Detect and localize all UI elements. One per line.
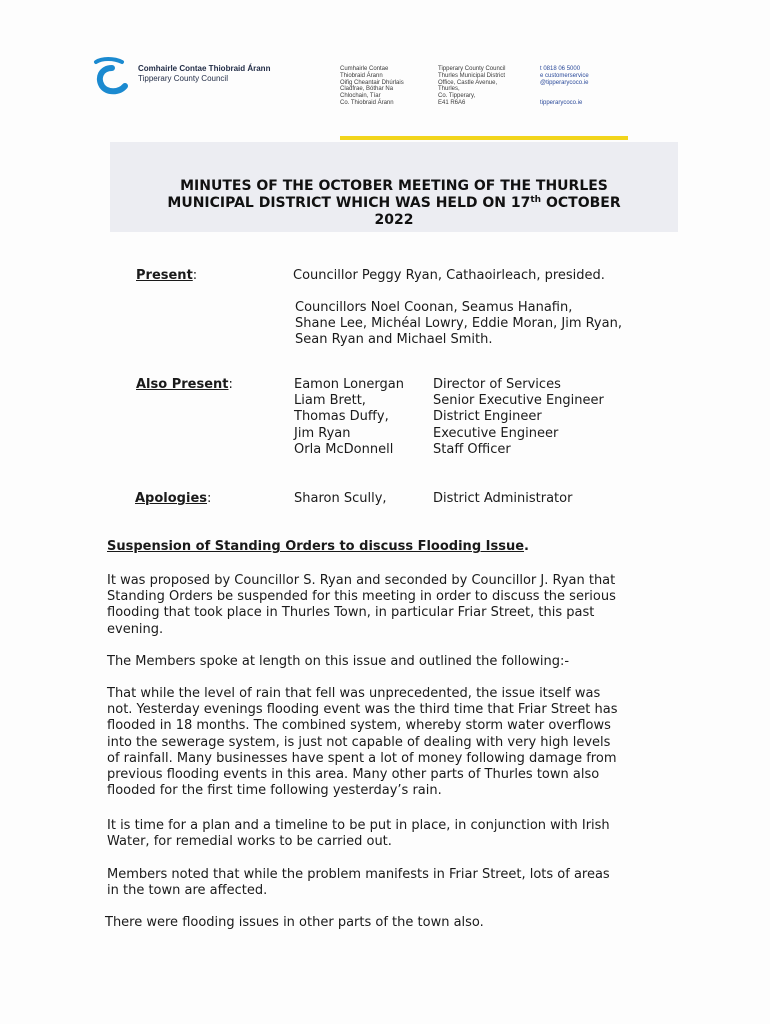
council-logo [92,56,132,96]
paragraph-other-parts: There were flooding issues in other parts of the town also. [105,915,484,930]
irish-address: Cumhairle Contae Thiobraid Árann Oifig Cheantair Dhúrlais Cladfrae, Bóthar Na Chlochain, Tíar Co. Thiobraid Árann [340,66,404,106]
english-address: Tipperary County Council Thurles Municipal District Office, Castle Avenue, Thurles, Co. Tipperary, E41 R6A6 [438,66,506,106]
present-members: Councillors Noel Coonan, Seamus Hanafin, Shane Lee, Michéal Lowry, Eddie Moran, Jim Ryan, Sean Ryan and Michael Smith. [295,300,622,348]
document-title [110,178,678,229]
paragraph-rainfall: That while the level of rain that fell was unprecedented, the issue itself was not. Yesterday evenings flooding event was the third time that Friar Street has flooded in 18 months. The combined system, whereby storm water overflows into the sewerage system, is just not capable of dealing with very high levels of rainfall. Many businesses have spent a lot of money following damage from previous flooding events in this area. Many other parts of Thurles town also flooded for the first time following yesterday’s rain. [107,686,618,799]
paragraph-proposal: It was proposed by Councillor S. Ryan and seconded by Councillor J. Ryan that Standing Orders be suspended for this meeting in order to discuss the serious flooding that took place in Thurles Town, in particular Friar Street, this past evening. [107,573,616,637]
also-present-names: Eamon Lonergan Liam Brett, Thomas Duffy, Jim Ryan Orla McDonnell [294,377,404,457]
paragraph-members-spoke: The Members spoke at length on this issue and outlined the following:- [107,654,570,669]
also-present-label: Also Present: [136,377,233,392]
title-line-1: MINUTES OF THE OCTOBER MEETING OF THE THURLES [180,178,608,194]
also-present-roles: Director of Services Senior Executive Engineer District Engineer Executive Engineer Staff Officer [433,377,604,457]
apologies-name: Sharon Scully, [294,491,387,506]
paragraph-plan: It is time for a plan and a timeline to be put in place, in conjunction with Irish Water, for remedial works to be carried out. [107,818,610,850]
contact-details: t 0818 06 5000 e customerservice @tipperarycoco.ie tipperarycoco.ie [540,66,589,106]
title-line-2: MUNICIPAL DISTRICT WHICH WAS HELD ON 17th OCTOBER [167,195,621,211]
council-name-english: Tipperary County Council [138,74,228,83]
section-heading: Suspension of Standing Orders to discuss Flooding Issue. [107,539,529,554]
paragraph-areas: Members noted that while the problem manifests in Friar Street, lots of areas in the town are affected. [107,867,610,899]
accent-rule [340,136,628,140]
apologies-role: District Administrator [433,491,573,506]
apologies-label: Apologies: [135,491,212,506]
council-name-block [138,64,270,84]
council-name-irish: Comhairle Contae Thiobraid Árann [138,64,271,73]
title-line-3: 2022 [374,212,414,228]
present-chair: Councillor Peggy Ryan, Cathaoirleach, presided. [293,268,605,283]
present-label: Present: [136,268,198,283]
